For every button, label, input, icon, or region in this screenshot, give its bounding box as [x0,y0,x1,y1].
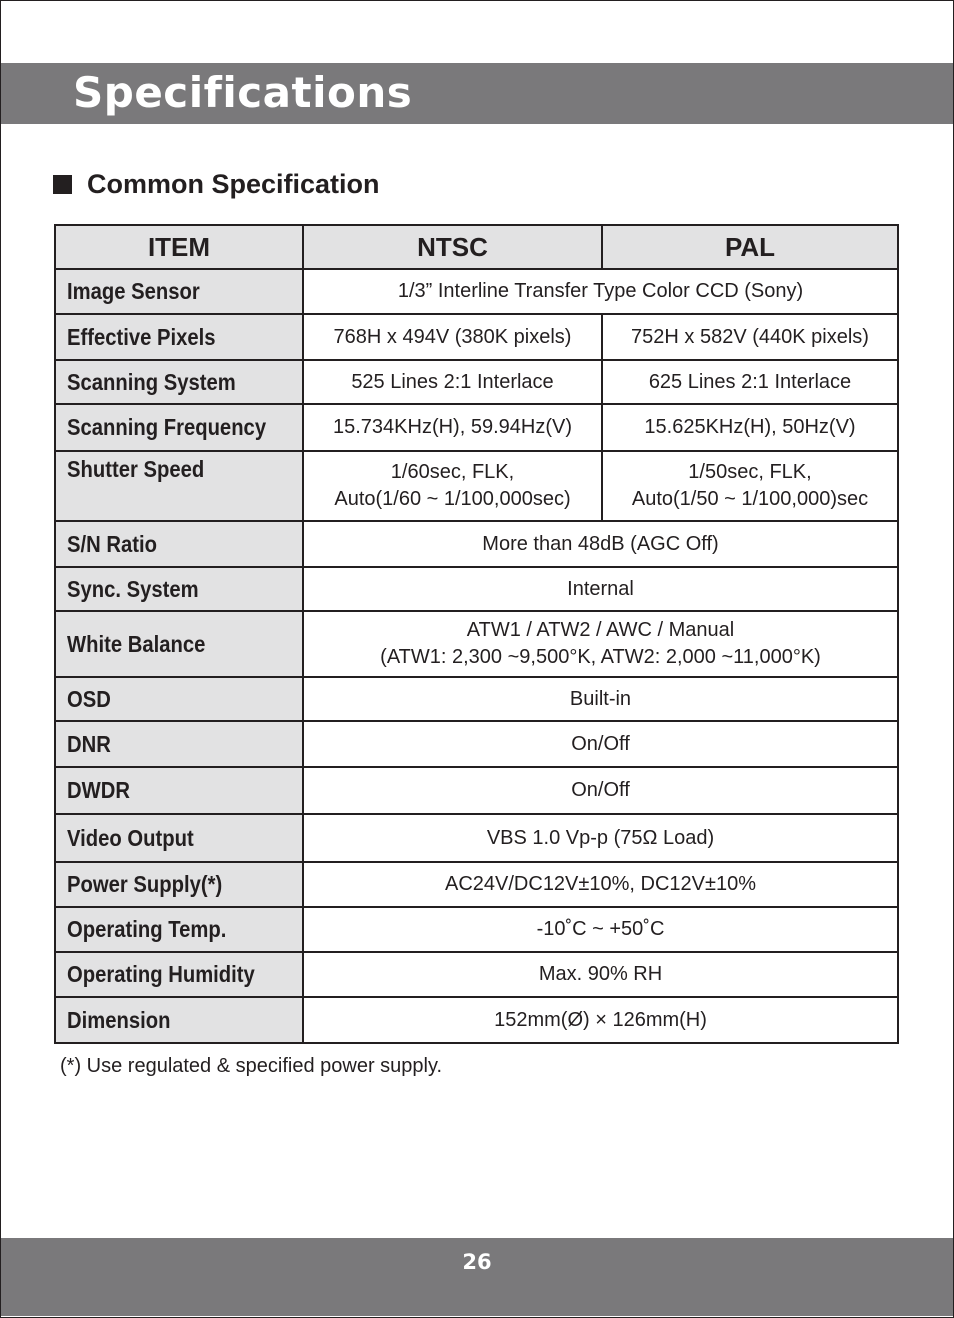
table-row [55,521,898,567]
pal-value: 752H x 582V (440K pixels) [602,314,898,360]
column-header-item: ITEM [55,225,303,269]
row-value: -10˚C ~ +50˚C [303,907,898,952]
table-row [55,611,898,677]
ntsc-value [303,451,602,521]
row-label: OSD [55,677,303,721]
section-heading [53,166,380,202]
ntsc-value-line-1: 1/60sec, FLK, [390,461,515,483]
table-row [55,567,898,611]
row-value: More than 48dB (AGC Off) [303,521,898,567]
row-value: Max. 90% RH [303,952,898,997]
row-label: Shutter Speed [55,451,303,521]
row-value: On/Off [303,721,898,767]
row-label: White Balance [55,611,303,677]
specification-table [54,224,899,1044]
row-value-line-1: ATW1 / ATW2 / AWC / Manual [466,619,735,641]
pal-value: 15.625KHz(H), 50Hz(V) [602,404,898,451]
square-bullet-icon [53,175,72,194]
table-row [55,677,898,721]
table-row [55,907,898,952]
pal-value-line-2: Auto(1/50 ~ 1/100,000)sec [631,488,869,510]
row-label: Scanning System [55,360,303,404]
row-label: Power Supply(*) [55,862,303,907]
table-row [55,862,898,907]
table-row [55,997,898,1043]
page-title: Specifications [73,68,413,117]
table-header-row [55,225,898,269]
ntsc-value-line-2: Auto(1/60 ~ 1/100,000sec) [334,488,571,510]
footnote: (*) Use regulated & specified power supply. [60,1055,443,1077]
row-value-line-2: (ATW1: 2,300 ~9,500°K, ATW2: 2,000 ~11,000°K) [380,646,821,668]
column-header-pal: PAL [602,225,898,269]
row-label: Scanning Frequency [55,404,303,451]
row-value: On/Off [303,767,898,814]
column-header-ntsc: NTSC [303,225,602,269]
row-value: VBS 1.0 Vp-p (75Ω Load) [303,814,898,862]
row-label: Effective Pixels [55,314,303,360]
row-label: Operating Temp. [55,907,303,952]
row-label: Dimension [55,997,303,1043]
ntsc-value: 768H x 494V (380K pixels) [303,314,602,360]
pal-value: 625 Lines 2:1 Interlace [602,360,898,404]
footer-bar [1,1238,953,1316]
title-banner [1,63,953,124]
table-row [55,451,898,521]
ntsc-value: 15.734KHz(H), 59.94Hz(V) [303,404,602,451]
row-value: 152mm(Ø) × 126mm(H) [303,997,898,1043]
table-row [55,404,898,451]
row-value: Built-in [303,677,898,721]
table-row [55,952,898,997]
row-label: Sync. System [55,567,303,611]
table-row [55,360,898,404]
row-value: AC24V/DC12V±10%, DC12V±10% [303,862,898,907]
row-label: DNR [55,721,303,767]
section-title: Common Specification [87,168,380,199]
row-label: S/N Ratio [55,521,303,567]
table-row [55,814,898,862]
page-number: 26 [462,1250,492,1274]
row-value: 1/3” Interline Transfer Type Color CCD (Sony) [303,269,898,314]
table-row [55,721,898,767]
row-label: Operating Humidity [55,952,303,997]
ntsc-value: 525 Lines 2:1 Interlace [303,360,602,404]
table-row [55,269,898,314]
table-row [55,767,898,814]
row-label: DWDR [55,767,303,814]
row-value: Internal [303,567,898,611]
table-row [55,314,898,360]
pal-value [602,451,898,521]
row-value [303,611,898,677]
row-label: Image Sensor [55,269,303,314]
row-label: Video Output [55,814,303,862]
pal-value-line-1: 1/50sec, FLK, [688,461,812,483]
